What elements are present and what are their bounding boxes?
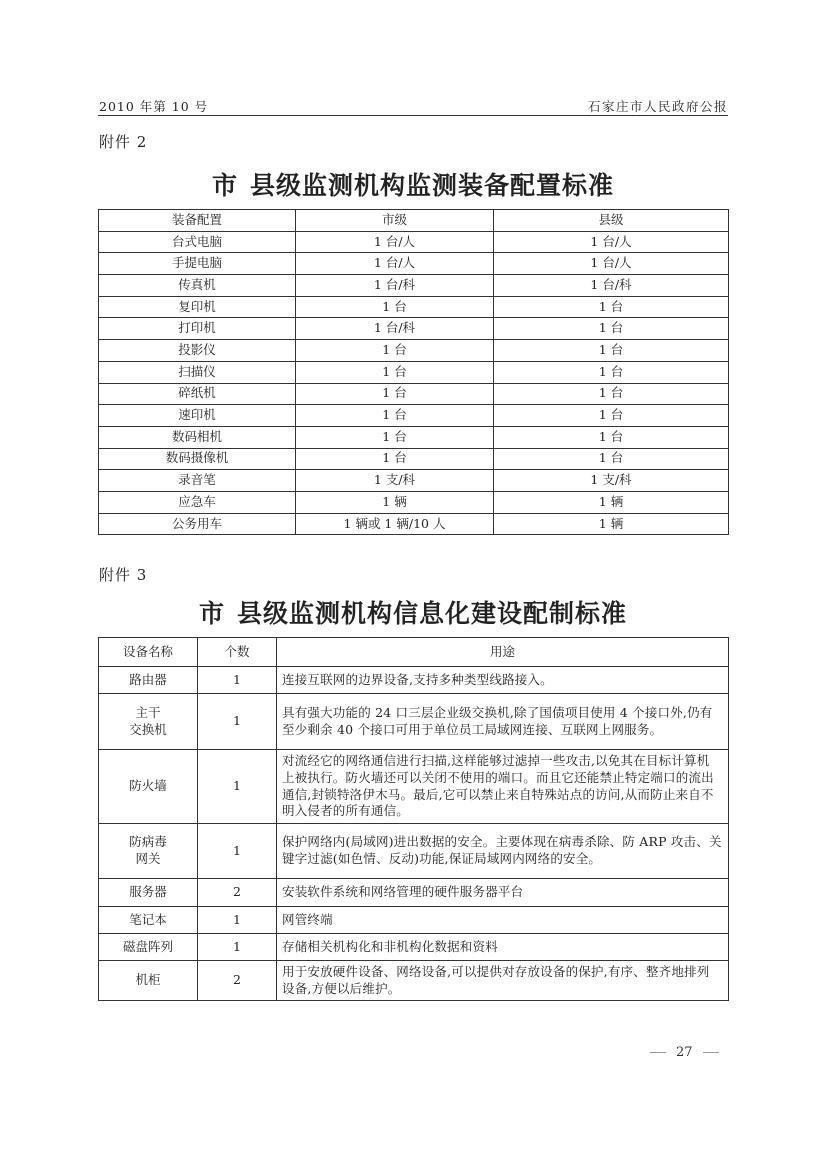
equipment-name-cell: 数码相机: [99, 426, 296, 448]
equipment-name-cell: 录音笔: [99, 470, 296, 492]
header-rule: [98, 115, 728, 116]
column-header: 装备配置: [99, 210, 296, 232]
equipment-name-cell: 台式电脑: [99, 231, 296, 253]
device-name-cell: 防火墙: [99, 750, 198, 824]
county-level-cell: 1 台: [494, 405, 729, 427]
table-row: [99, 667, 729, 694]
equipment-name-cell: 传真机: [99, 275, 296, 297]
device-name-cell: 磁盘阵列: [99, 934, 198, 961]
table-row: [99, 340, 729, 362]
dash-left: [650, 1052, 666, 1053]
usage-cell: 保护网络内(局域网)进出数据的安全。主要体现在病毒杀除、防 ARP 攻击、关键字过滤(如色情、反动)功能,保证局域网内网络的安全。: [277, 824, 729, 879]
table-row: [99, 491, 729, 513]
city-level-cell: 1 台/人: [296, 231, 494, 253]
attachment-2-title: [98, 166, 728, 202]
table-row: [99, 253, 729, 275]
county-level-cell: 1 台/人: [494, 231, 729, 253]
title-part-2: 县级监测机构监测装备配置标准: [250, 171, 615, 200]
equipment-name-cell: 速印机: [99, 405, 296, 427]
table-row: [99, 750, 729, 824]
attachment-3-title: [98, 594, 728, 630]
equipment-name-cell: 扫描仪: [99, 361, 296, 383]
column-header: 市级: [296, 210, 494, 232]
equipment-config-table: [98, 209, 729, 535]
table-row: [99, 231, 729, 253]
usage-cell: 安装软件系统和网络管理的硬件服务器平台: [277, 879, 729, 907]
column-header: 用途: [277, 638, 729, 667]
it-construction-table: [98, 637, 729, 1001]
county-level-cell: 1 辆: [494, 513, 729, 535]
city-level-cell: 1 辆或 1 辆/10 人: [296, 513, 494, 535]
device-name-cell: 机柜: [99, 961, 198, 1001]
equipment-name-cell: 投影仪: [99, 340, 296, 362]
count-cell: 2: [198, 879, 277, 907]
table-row: [99, 513, 729, 535]
count-cell: 2: [198, 961, 277, 1001]
city-level-cell: 1 台/人: [296, 253, 494, 275]
page-number-text: 27: [676, 1045, 693, 1060]
county-level-cell: 1 台: [494, 426, 729, 448]
title-part-1: 市: [211, 171, 238, 200]
usage-cell: 存储相关机构化和非机构化数据和资料: [277, 934, 729, 961]
attachment-3-label: 附件 3: [99, 566, 148, 584]
city-level-cell: 1 台/科: [296, 318, 494, 340]
equipment-name-cell: 打印机: [99, 318, 296, 340]
table-row: [99, 934, 729, 961]
usage-cell: 网管终端: [277, 907, 729, 934]
county-level-cell: 1 台/科: [494, 275, 729, 297]
publication-name: 石家庄市人民政府公报: [587, 99, 728, 114]
table-row: [99, 961, 729, 1001]
table-row: [99, 426, 729, 448]
table-header-row: [99, 638, 729, 667]
city-level-cell: 1 台: [296, 405, 494, 427]
city-level-cell: 1 台: [296, 296, 494, 318]
usage-cell: 具有强大功能的 24 口三层企业级交换机,除了国债项目使用 4 个接口外,仍有至少剩余 40 个接口可用于单位员工局域网连接、互联网上网服务。: [277, 694, 729, 750]
count-cell: 1: [198, 750, 277, 824]
table-row: [99, 824, 729, 879]
usage-cell: 用于安放硬件设备、网络设备,可以提供对存放设备的保护,有序、整齐地排列设备,方便以后维护。: [277, 961, 729, 1001]
column-header: 县级: [494, 210, 729, 232]
count-cell: 1: [198, 667, 277, 694]
table-row: [99, 470, 729, 492]
table-row: [99, 361, 729, 383]
table-row: [99, 275, 729, 297]
table-row: [99, 405, 729, 427]
attachment-2-label: 附件 2: [99, 133, 148, 151]
equipment-name-cell: 手提电脑: [99, 253, 296, 275]
title-part-1: 市: [198, 599, 225, 628]
page-number: [640, 1045, 729, 1060]
table-row: [99, 296, 729, 318]
equipment-name-cell: 复印机: [99, 296, 296, 318]
city-level-cell: 1 台: [296, 426, 494, 448]
table-row: [99, 879, 729, 907]
equipment-name-cell: 应急车: [99, 491, 296, 513]
count-cell: 1: [198, 824, 277, 879]
city-level-cell: 1 台/科: [296, 275, 494, 297]
device-name-cell: 防病毒 网关: [99, 824, 198, 879]
device-name-cell: 笔记本: [99, 907, 198, 934]
table-row: [99, 383, 729, 405]
count-cell: 1: [198, 694, 277, 750]
city-level-cell: 1 辆: [296, 491, 494, 513]
column-header: 设备名称: [99, 638, 198, 667]
device-name-cell: 主干 交换机: [99, 694, 198, 750]
county-level-cell: 1 台/人: [494, 253, 729, 275]
city-level-cell: 1 支/科: [296, 470, 494, 492]
table-row: [99, 318, 729, 340]
count-cell: 1: [198, 934, 277, 961]
county-level-cell: 1 台: [494, 383, 729, 405]
county-level-cell: 1 台: [494, 448, 729, 470]
equipment-name-cell: 碎纸机: [99, 383, 296, 405]
usage-cell: 连接互联网的边界设备,支持多种类型线路接入。: [277, 667, 729, 694]
city-level-cell: 1 台: [296, 361, 494, 383]
city-level-cell: 1 台: [296, 448, 494, 470]
issue-number: 2010 年第 10 号: [99, 99, 209, 114]
county-level-cell: 1 台: [494, 361, 729, 383]
equipment-name-cell: 数码摄像机: [99, 448, 296, 470]
column-header: 个数: [198, 638, 277, 667]
usage-cell: 对流经它的网络通信进行扫描,这样能够过滤掉一些攻击,以免其在目标计算机上被执行。防火墙还可以关闭不使用的端口。而且它还能禁止特定端口的流出通信,封锁特洛伊木马。最后,它可以禁止来自特殊站点的访问,从而防止来自不明入侵者的所有通信。: [277, 750, 729, 824]
count-cell: 1: [198, 907, 277, 934]
device-name-cell: 服务器: [99, 879, 198, 907]
county-level-cell: 1 支/科: [494, 470, 729, 492]
dash-right: [703, 1052, 719, 1053]
table-row: [99, 448, 729, 470]
county-level-cell: 1 台: [494, 340, 729, 362]
table-row: [99, 907, 729, 934]
county-level-cell: 1 台: [494, 296, 729, 318]
table-row: [99, 694, 729, 750]
table-header-row: [99, 210, 729, 232]
device-name-cell: 路由器: [99, 667, 198, 694]
city-level-cell: 1 台: [296, 383, 494, 405]
county-level-cell: 1 台: [494, 318, 729, 340]
equipment-name-cell: 公务用车: [99, 513, 296, 535]
title-part-2: 县级监测机构信息化建设配制标准: [237, 599, 628, 628]
city-level-cell: 1 台: [296, 340, 494, 362]
county-level-cell: 1 辆: [494, 491, 729, 513]
